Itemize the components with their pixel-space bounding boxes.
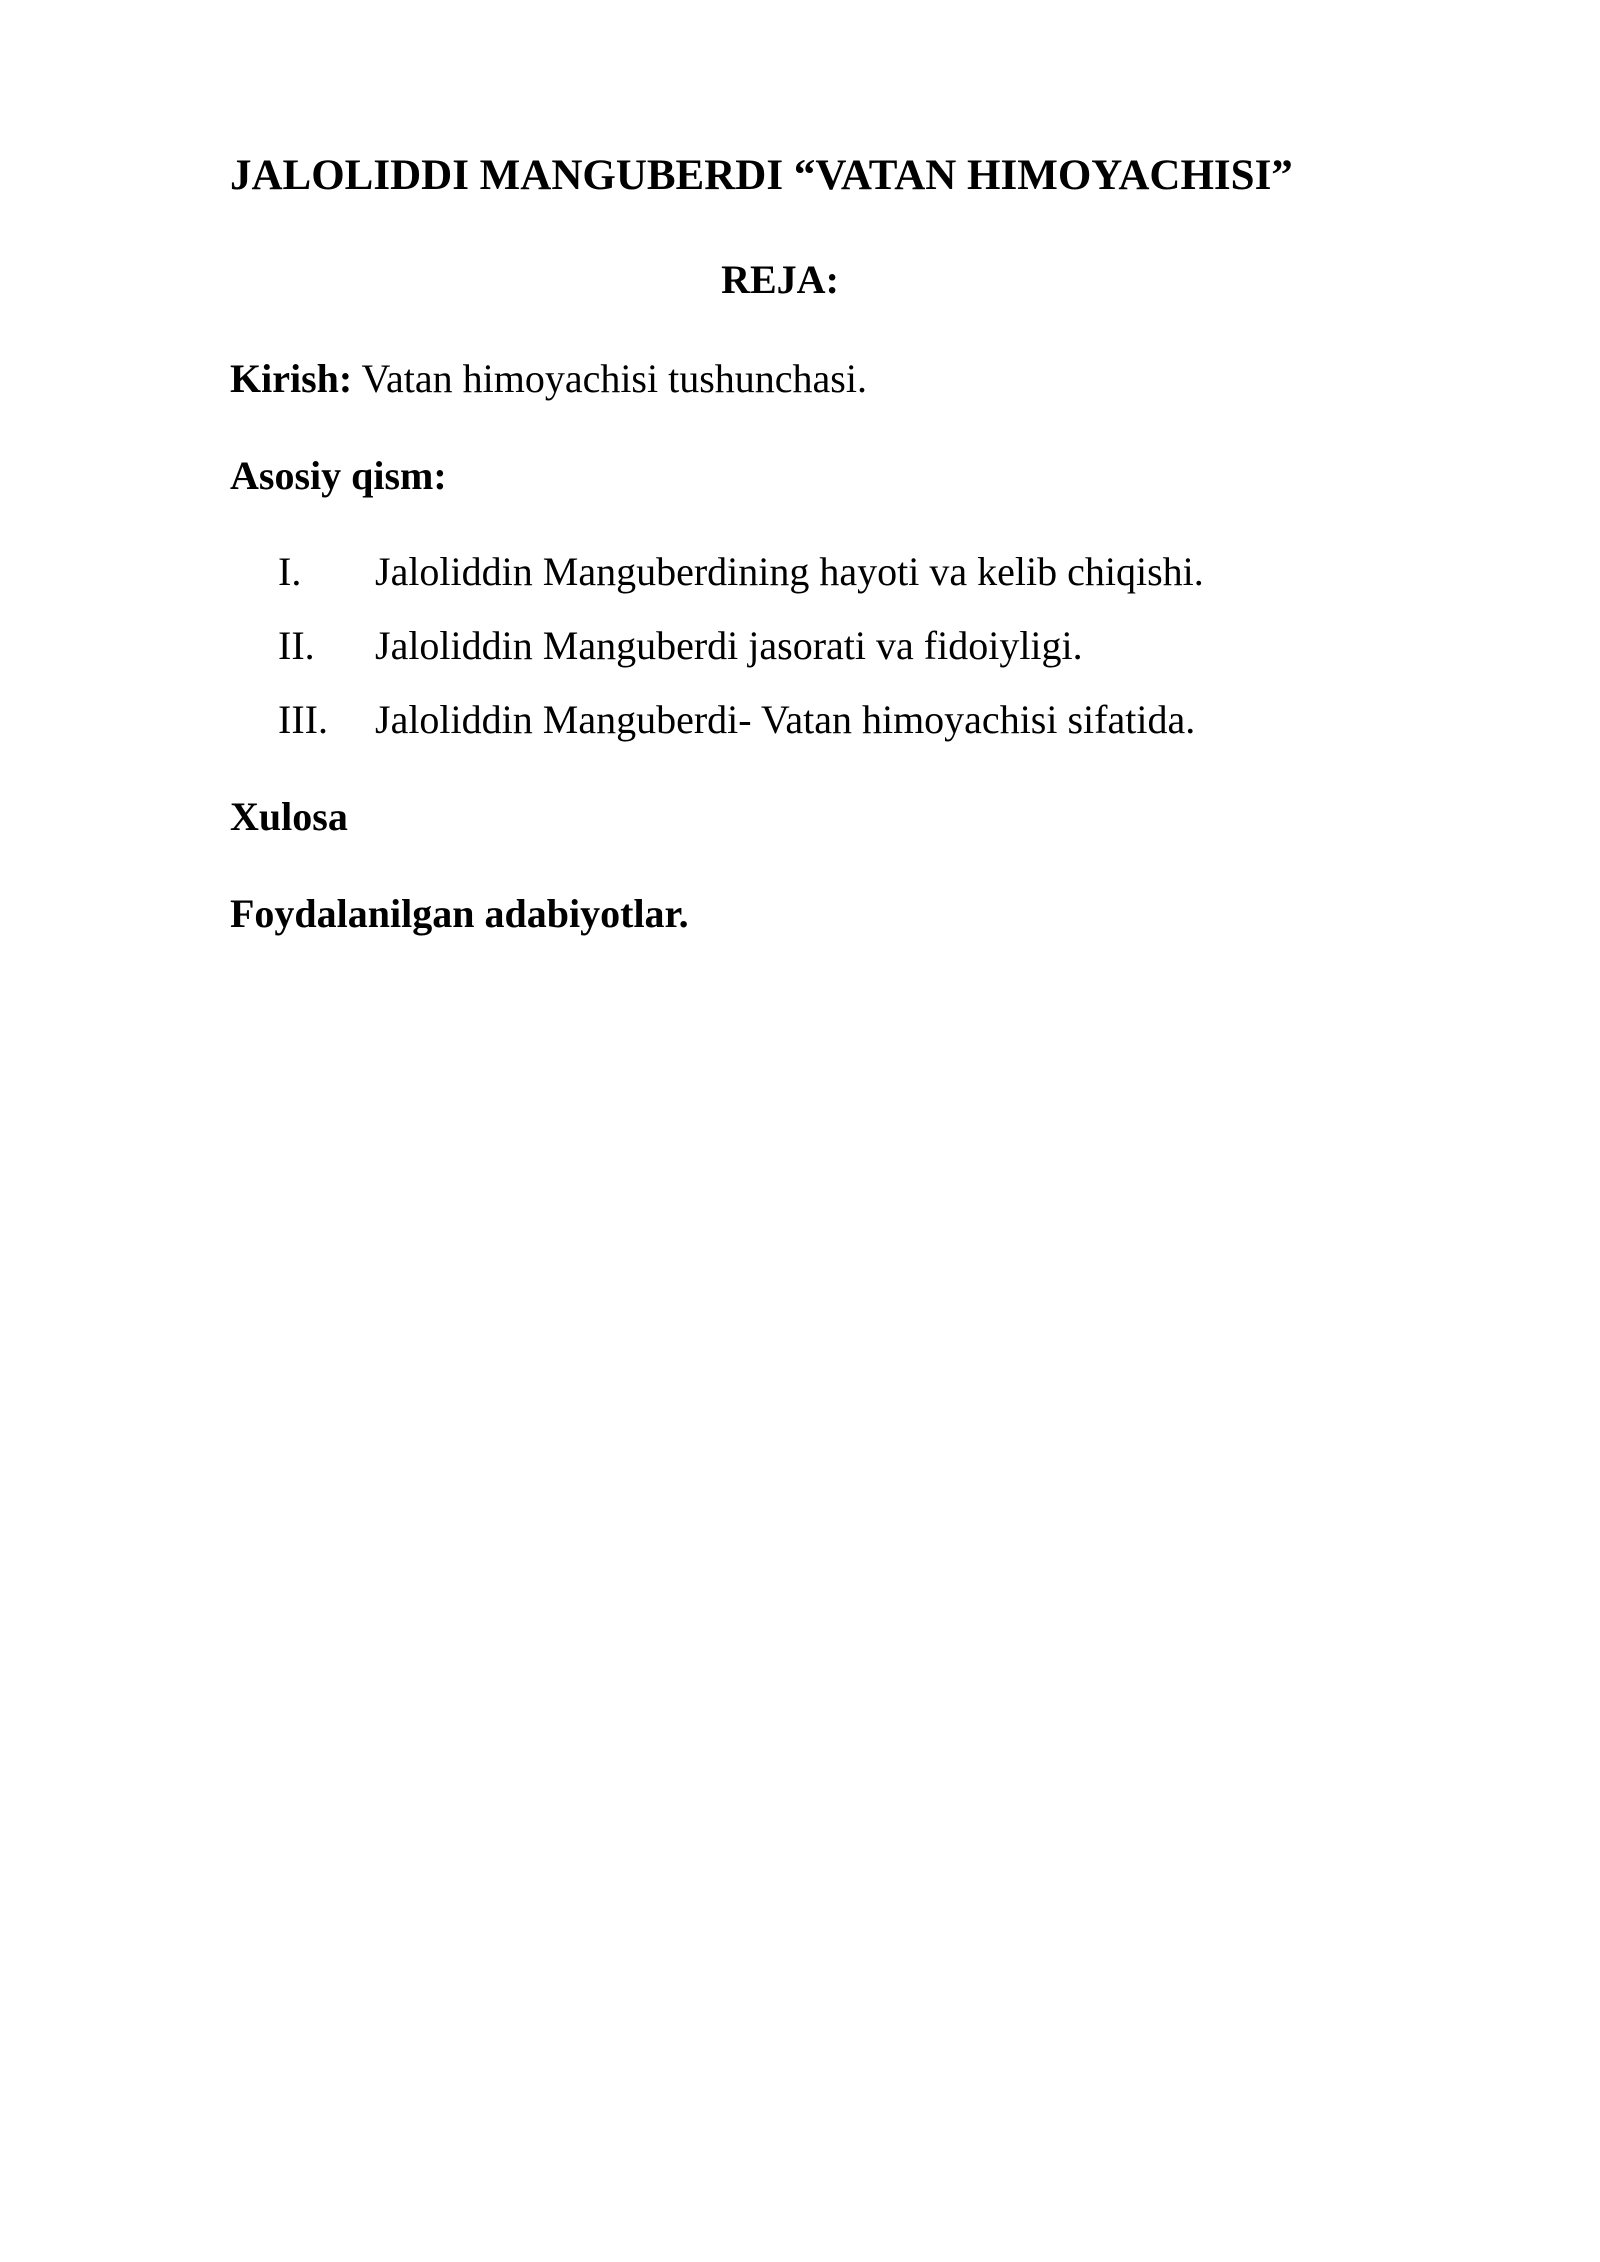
plan-heading: REJA:	[721, 257, 839, 302]
list-item-number: II.	[278, 623, 315, 668]
list-item	[278, 696, 1195, 744]
list-item	[278, 548, 1204, 596]
conclusion-heading: Xulosa	[230, 794, 348, 839]
main-section-heading: Asosiy qism:	[230, 453, 447, 498]
list-item-text: Jaloliddin Manguberdi- Vatan himoyachisi sifatida.	[375, 697, 1196, 742]
list-item-text: Jaloliddin Manguberdining hayoti va kelib chiqishi.	[375, 549, 1204, 594]
list-item-text: Jaloliddin Manguberdi jasorati va fidoiyligi.	[375, 623, 1083, 668]
list-item-number: I.	[278, 549, 302, 594]
references-heading: Foydalanilgan adabiyotlar.	[230, 891, 689, 936]
intro-text: Vatan himoyachisi tushunchasi.	[352, 356, 867, 401]
list-item	[278, 622, 1083, 670]
intro-label: Kirish:	[230, 356, 353, 401]
list-item-number: III.	[278, 697, 328, 742]
intro-line	[230, 355, 867, 403]
document-title: JALOLIDDI MANGUBERDI “VATAN HIMOYACHISI”	[230, 152, 1293, 199]
